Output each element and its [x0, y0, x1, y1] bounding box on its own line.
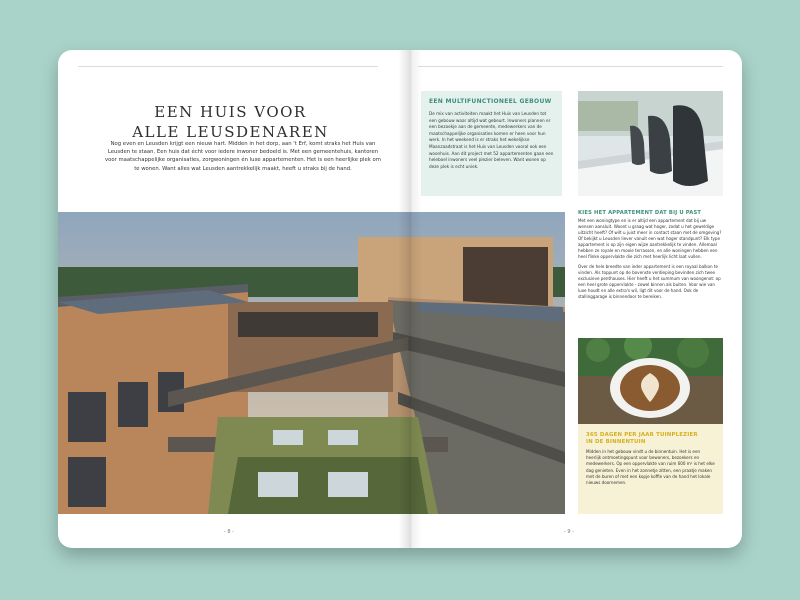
top-rule-left — [78, 66, 378, 67]
box-text: De mix van activiteiten maakt het Huis van Leusden tot een gebouw waar altijd wat gebeurt. Inwoners plannen er een bezoekje aan de gemeente, medewerkers van de maatschappelijke organisaties komen er heen voor hun werk. In het weekend is er straks het wekelijkse Maanzaadstraat is het Huis van Leusden vooral ook een woonhuis. Aan dit project met 52 appartementen gaan een heleboel inwoners veel plezier beleven. Want wonen op deze plek is echt uniek. — [429, 111, 554, 169]
garden-box — [578, 424, 723, 514]
section-paragraph-2: Over de hele breedte van ieder appartement is een royaal balkon te vinden. Als toppunt op de bovenste verdieping bevinden zich twee exclusieve penthouses. Hier heeft u het summum van woongenot: op een heel grote oppervlakte - zowel binnen als buiten. Voor wie van luxe houdt en alle extra's wil, ligt dit voor de hand. Ook de stallinggarage is binnendoor te bereiken. — [578, 264, 721, 299]
office-chairs-photo — [578, 91, 723, 196]
title-line-2: ALLE LEUSDENAREN — [132, 123, 329, 141]
garden-title-line-2: IN DE BINNENTUIN — [586, 438, 646, 445]
box-title: EEN MULTIFUNCTIONEEL GEBOUW — [429, 98, 552, 105]
multifunctional-building-box — [421, 91, 562, 196]
choose-apartment-section — [578, 210, 723, 304]
section-paragraph-1: Met een woningtype en is er altijd een appartement dat bij uw wensen aansluit. Woont u graag wat hoger, zodat u het geweldige uitzicht heeft? Of wilt u juist meer in contact staan met de omgeving? Of bekijkt u Leusden liever vanuit een wat hoger standpunt? Elk type appartement is op zijn eigen wijze aantrekkelijk te vinden. Allemaal hebben ze royale en mooie terrassen, en alle woningen hebben een heel flinke oppervlakte die zich met heerlijk licht laat vullen. — [578, 218, 722, 259]
building-courtyard-image — [58, 212, 565, 514]
garden-box-title — [586, 432, 715, 445]
section-title: KIES HET APPARTEMENT DAT BIJ U PAST — [578, 210, 702, 216]
chairs-illustration — [578, 91, 723, 196]
garden-title-line-1: 365 DAGEN PER JAAR TUINPLEZIER — [586, 432, 698, 438]
page-number-right: - 9 - — [564, 529, 574, 535]
coffee-photo — [578, 338, 723, 424]
top-rule-right — [418, 66, 723, 67]
garden-box-text: Midden in het gebouw vindt u de binnentuin. Het is een heerlijk ontmoetingspunt voor bewoners, bezoekers en medewerkers. Op een oppervlakte van ruim 600 m² is het elke dag genieten. Even in het zonnetje zitten, een praatje maken met de buren of met een kopje koffie van de hand het lokale nieuws doornemen. — [586, 449, 715, 486]
page-number-left: - 8 - — [224, 529, 234, 535]
page-title — [78, 102, 383, 142]
courtyard-illustration — [58, 212, 565, 514]
brochure-spread — [58, 50, 742, 548]
coffee-illustration — [578, 338, 723, 424]
title-line-1: EEN HUIS VOOR — [154, 103, 307, 121]
intro-paragraph: Nog even en Leusden krijgt een nieuw hart. Midden in het dorp, aan 't Erf, komt straks het Huis van Leusden te staan. Een huis dat écht voor iedere inwoner bedoeld is. Met een gemeentehuis, kantoren voor maatschappelijke organisaties, zorgwoningen én luxe appartementen. Het is een heerlijke plek om te wonen. Want alles wat Leusden aantrekkelijk maakt, heeft u straks bij de hand. — [105, 141, 381, 172]
